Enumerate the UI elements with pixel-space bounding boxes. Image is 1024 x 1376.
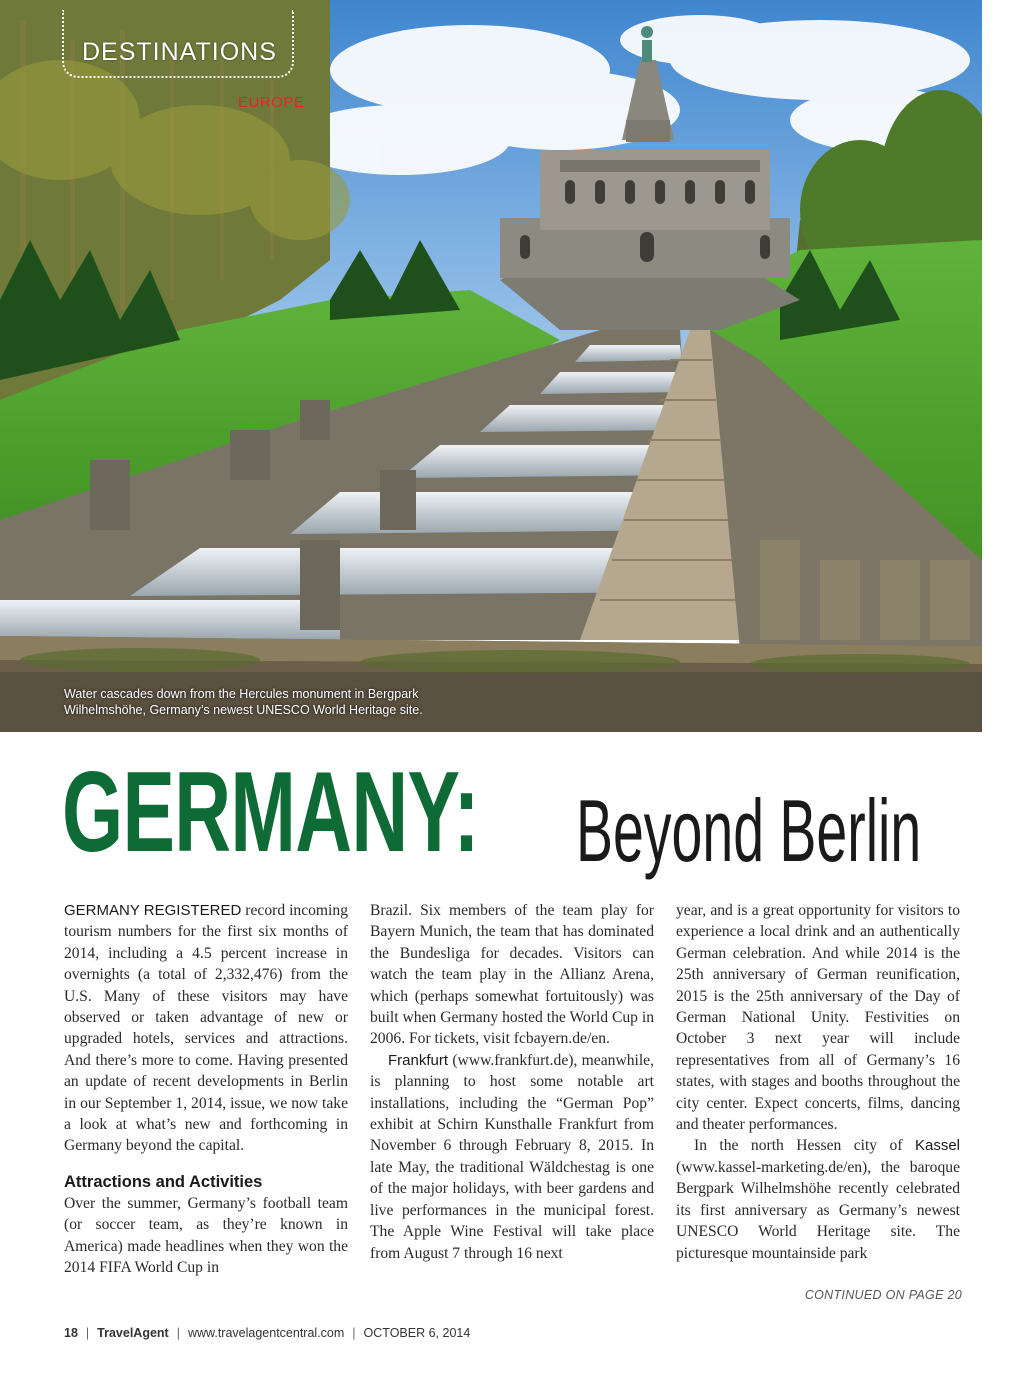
page-number: 18: [64, 1326, 78, 1340]
place-name: Frankfurt: [388, 1051, 449, 1069]
footer-separator: |: [85, 1326, 90, 1340]
caption-line-2: Wilhelmshöhe, Germany’s newest UNESCO World Heritage site.: [64, 703, 423, 717]
publication-name: TravelAgent: [97, 1326, 169, 1340]
publication-url: www.travelagentcentral.com: [187, 1326, 345, 1340]
photo-caption: [64, 686, 423, 718]
paragraph: In the north Hessen city of Kassel (www.kassel-marketing.de/en), the baroque Bergpark Wilhelmshöhe recently celebrated its first anniversary as Germany’s newest UNESCO World Heritage site. The picturesque mountainside park: [676, 1137, 960, 1262]
paragraph: Frankfurt (www.frankfurt.de), meanwhile, is planning to host some notable art installations, including the “German Pop” exhibit at Schirn Kunsthalle Frankfurt from November 6 through February 8, 2015. In late May, the traditional Wäldchestag is one of the major holidays, with beer gardens and live performances in the municipal forest. The Apple Wine Festival will take place from August 7 through 16 next: [370, 1051, 654, 1262]
article-column-2: [370, 900, 654, 1264]
article-headline: [62, 748, 972, 888]
article-column-3: [676, 900, 960, 1264]
place-name: Kassel: [914, 1137, 960, 1155]
headline-sub: Beyond Berlin: [576, 781, 922, 880]
region-label: EUROPE: [238, 94, 305, 111]
section-label: DESTINATIONS: [82, 38, 277, 66]
page-footer: [64, 1326, 470, 1340]
caption-line-1: Water cascades down from the Hercules monument in Bergpark: [64, 687, 419, 701]
article-column-1: [64, 900, 348, 1279]
footer-separator: |: [352, 1326, 356, 1340]
continued-note: CONTINUED ON PAGE 20: [804, 1288, 962, 1302]
subhead: Attractions and Activities: [64, 1172, 263, 1191]
footer-separator: |: [176, 1326, 180, 1340]
issue-date: OCTOBER 6, 2014: [363, 1326, 471, 1340]
paragraph: GERMANY REGISTERED record incoming tourism numbers for the first six months of 2014, including a 4.5 percent increase in overnights (a total of 2,332,476) from the U.S. Many of these visitors may have observed or taken advantage of new or upgraded hotels, services and attractions. And there’s more to come. Having presented an update of recent developments in Berlin in our September 1, 2014, issue, we now take a look at what’s new and forthcoming in Germany beyond the capital.: [64, 902, 348, 1155]
paragraph: year, and is a great opportunity for visitors to experience a local drink and an authentically German celebration. And while 2014 is the 25th anniversary of German reunification, 2015 is the 25th anniversary of the Day of German National Unity. Festivities on October 3 next year will include representatives from all of Germany’s 16 states, with stages and booths throughout the city center. Expect concerts, films, dancing and theater performances.: [676, 902, 960, 1134]
headline-main: GERMANY:: [62, 749, 479, 876]
paragraph: Over the summer, Germany’s football team (or soccer team, as they’re known in America) made headlines when they won the 2014 FIFA World Cup in: [64, 1194, 348, 1277]
lead-in: GERMANY REGISTERED: [64, 902, 242, 919]
paragraph: Brazil. Six members of the team play for Bayern Munich, the team that has dominated the Bundesliga for decades. Visitors can watch the team play in the Allianz Arena, which (perhaps somewhat fortuitously) was built when Germany hosted the World Cup in 2006. For tickets, visit fcbayern.de/en.: [370, 902, 654, 1048]
